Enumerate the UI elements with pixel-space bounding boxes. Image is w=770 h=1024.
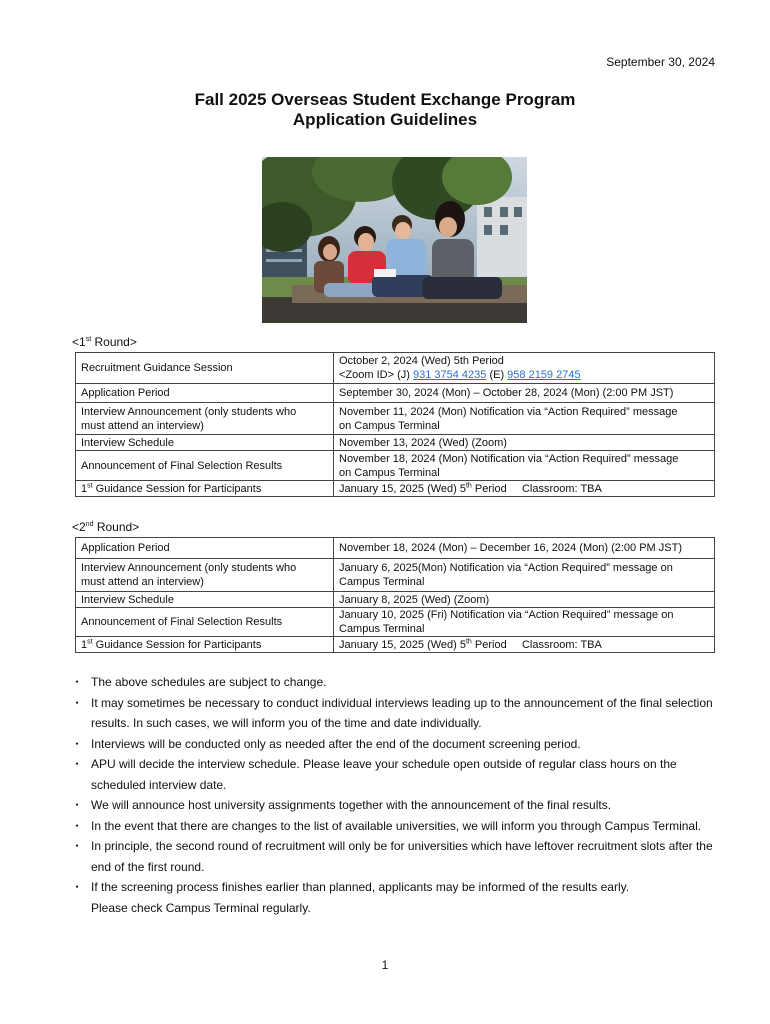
row-value: January 10, 2025 (Fri) Notification via “Action Required” message on Campus Terminal [334, 608, 715, 637]
row-label: Application Period [76, 384, 334, 403]
bullet-icon: ・ [71, 675, 84, 689]
table-row [76, 435, 715, 451]
row-label: 1st Guidance Session for Participants [76, 481, 334, 497]
row-label: Interview Schedule [76, 435, 334, 451]
bullet-icon: ・ [71, 880, 84, 894]
list-item: ・ If the screening process finishes earlier than planned, applicants may be informed of the results early. [68, 877, 718, 898]
list-item-continuation: Please check Campus Terminal regularly. [91, 900, 311, 915]
row-label: 1st Guidance Session for Participants [76, 637, 334, 653]
row-label: Announcement of Final Selection Results [76, 451, 334, 481]
page-number: 1 [381, 958, 389, 972]
table-row [76, 592, 715, 608]
round-2-schedule-table [75, 537, 715, 653]
row-value: January 6, 2025(Mon) Notification via “Action Required” message on Campus Terminal [334, 559, 715, 592]
row-label: Interview Announcement (only students who must attend an interview) [76, 559, 334, 592]
zoom-id-japanese-link[interactable]: 931 3754 4235 [412, 369, 487, 381]
table-row [76, 384, 715, 403]
document-title [0, 90, 770, 130]
round-1-schedule-table [75, 352, 715, 497]
round-2-label: <2nd Round> [72, 520, 140, 534]
table-row [76, 608, 715, 637]
table-row [76, 481, 715, 497]
table-row [76, 559, 715, 592]
row-value: November 11, 2024 (Mon) Notification via “Action Required” message on Campus Terminal [334, 403, 715, 435]
row-value: October 2, 2024 (Wed) 5th Period <Zoom ID> (J) 931 3754 4235 (E) 958 2159 2745 [334, 353, 715, 384]
row-value: September 30, 2024 (Mon) – October 28, 2024 (Mon) (2:00 PM JST) [334, 384, 715, 403]
table-row [76, 451, 715, 481]
row-value: January 8, 2025 (Wed) (Zoom) [334, 592, 715, 608]
row-value: January 15, 2025 (Wed) 5th Period Classroom: TBA [334, 637, 715, 653]
row-value: November 18, 2024 (Mon) Notification via “Action Required” message on Campus Terminal [334, 451, 715, 481]
students-photo [262, 157, 527, 323]
title-line-1: Fall 2025 Overseas Student Exchange Program [194, 90, 576, 109]
row-label: Recruitment Guidance Session [76, 353, 334, 384]
bullet-icon: ・ [71, 695, 84, 710]
row-value: November 18, 2024 (Mon) – December 16, 2024 (Mon) (2:00 PM JST) [334, 538, 715, 559]
bullet-icon: ・ [71, 757, 84, 771]
table-row [76, 538, 715, 559]
title-line-2: Application Guidelines [292, 110, 478, 129]
list-item: ・ It may sometimes be necessary to conduct individual interviews leading up to the announcement of the final selection results. In such cases, we will inform you of the time and date individually. [68, 693, 718, 734]
list-item: ・ Interviews will be conducted only as needed after the end of the document screening period. [68, 734, 718, 755]
list-item: ・ In the event that there are changes to the list of available universities, we will inform you through Campus Terminal. [68, 816, 718, 837]
zoom-id-english-link[interactable]: 958 2159 2745 [507, 369, 581, 381]
table-row [76, 637, 715, 653]
row-label: Interview Schedule [76, 592, 334, 608]
table-row [76, 403, 715, 435]
bullet-icon: ・ [71, 839, 84, 853]
bullet-icon: ・ [71, 798, 84, 812]
row-label: Announcement of Final Selection Results [76, 608, 334, 637]
table-row [76, 353, 715, 384]
list-item: ・ The above schedules are subject to change. [68, 672, 718, 693]
list-item: ・ In principle, the second round of recruitment will only be for universities which have leftover recruitment slots after the end of the first round. [68, 836, 718, 877]
row-value: January 15, 2025 (Wed) 5th Period Classroom: TBA [334, 481, 715, 497]
round-1-label: <1st Round> [72, 335, 137, 349]
list-item: ・ We will announce host university assignments together with the announcement of the final results. [68, 795, 718, 816]
row-value: November 13, 2024 (Wed) (Zoom) [334, 435, 715, 451]
notes-list [68, 672, 718, 918]
list-item: ・ APU will decide the interview schedule. Please leave your schedule open outside of regular class hours on the scheduled interview date. [68, 754, 718, 795]
row-label: Interview Announcement (only students who must attend an interview) [76, 403, 334, 435]
document-date: September 30, 2024 [606, 55, 715, 69]
bullet-icon: ・ [71, 736, 84, 751]
row-label: Application Period [76, 538, 334, 559]
bullet-icon: ・ [71, 818, 84, 833]
